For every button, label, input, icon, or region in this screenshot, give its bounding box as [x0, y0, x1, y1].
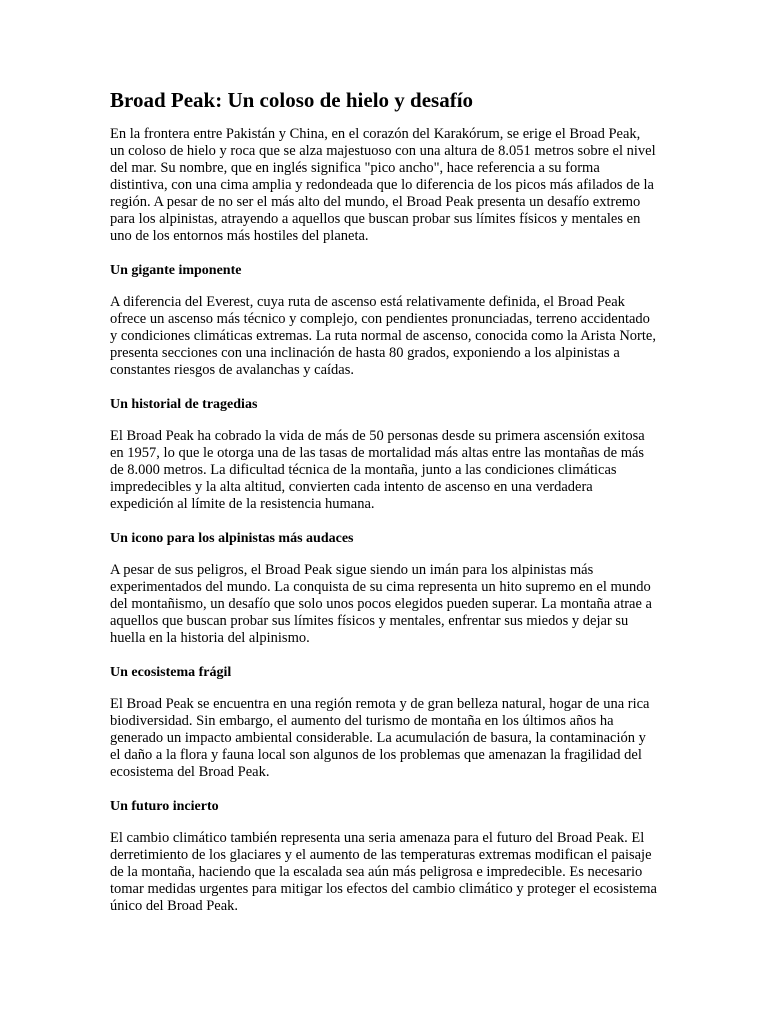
- section-heading: Un gigante imponente: [110, 263, 242, 278]
- section-heading: Un ecosistema frágil: [110, 665, 232, 680]
- section-paragraph: A diferencia del Everest, cuya ruta de ascenso está relativamente definida, el Broad Peak ofrece un ascenso más técnico y complejo, con pendientes pronunciadas, terreno accidentado y condiciones climáticas extremas. La ruta normal de ascenso, conocida como la Arista Norte, presenta secciones con una inclinación de hasta 80 grados, exponiendo a los alpinistas a constantes riesgos de avalanchas y caídas.: [110, 294, 656, 378]
- document-page: [110, 88, 658, 932]
- section-heading: Un historial de tragedias: [110, 397, 258, 412]
- document-title: Broad Peak: Un coloso de hielo y desafío: [110, 88, 474, 112]
- section-paragraph: El Broad Peak ha cobrado la vida de más de 50 personas desde su primera ascensión exitosa en 1957, lo que le otorga una de las tasas de mortalidad más altas entre las montañas de más de 8.000 metros. La dificultad técnica de la montaña, junto a las condiciones climáticas impredecibles y la alta altitud, convierten cada intento de ascenso en una verdadera expedición al límite de la resistencia humana.: [110, 428, 645, 512]
- section-paragraph: El Broad Peak se encuentra en una región remota y de gran belleza natural, hogar de una rica biodiversidad. Sin embargo, el aumento del turismo de montaña en los últimos años ha generado un impacto ambiental considerable. La acumulación de basura, la contaminación y el daño a la flora y fauna local son algunos de los problemas que amenazan la fragilidad del ecosistema del Broad Peak.: [110, 696, 650, 780]
- section-paragraph: A pesar de sus peligros, el Broad Peak sigue siendo un imán para los alpinistas más experimentados del mundo. La conquista de su cima representa un hito supremo en el mundo del montañismo, un desafío que solo unos pocos elegidos pueden superar. La montaña atrae a aquellos que buscan probar sus límites físicos y mentales, enfrentar sus miedos y dejar su huella en la historia del alpinismo.: [110, 562, 652, 646]
- section-heading: Un icono para los alpinistas más audaces: [110, 531, 354, 546]
- intro-paragraph: En la frontera entre Pakistán y China, en el corazón del Karakórum, se erige el Broad Peak, un coloso de hielo y roca que se alza majestuoso con una altura de 8.051 metros sobre el nivel del mar. Su nombre, que en inglés significa "pico ancho", hace referencia a su forma distintiva, con una cima amplia y redondeada que lo diferencia de los picos más afilados de la región. A pesar de no ser el más alto del mundo, el Broad Peak presenta un desafío extremo para los alpinistas, atrayendo a aquellos que buscan probar sus límites físicos y mentales en uno de los entornos más hostiles del planeta.: [110, 126, 656, 244]
- section-paragraph: El cambio climático también representa una seria amenaza para el futuro del Broad Peak. El derretimiento de los glaciares y el aumento de las temperaturas extremas modifican el paisaje de la montaña, haciendo que la escalada sea aún más peligrosa e impredecible. Es necesario tomar medidas urgentes para mitigar los efectos del cambio climático y proteger el ecosistema único del Broad Peak.: [110, 830, 657, 914]
- section-heading: Un futuro incierto: [110, 799, 219, 814]
